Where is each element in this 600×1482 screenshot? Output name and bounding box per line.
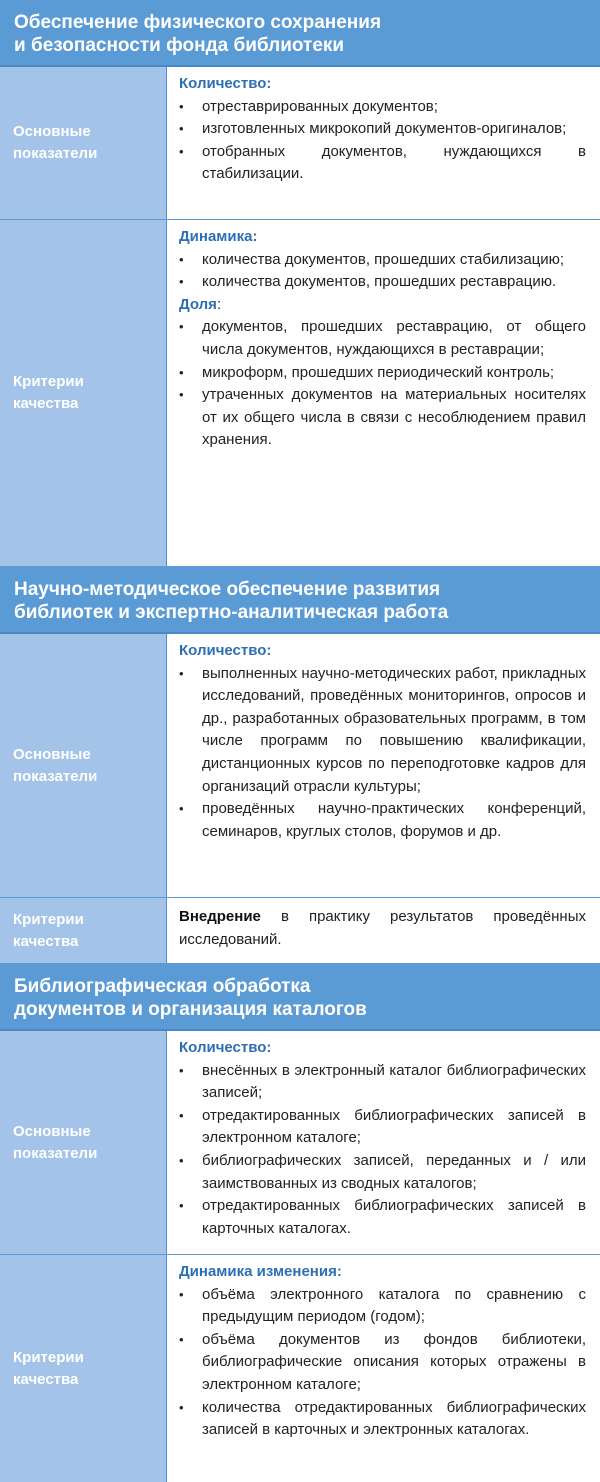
- group-heading-wrapper: [179, 294, 586, 317]
- group-heading: Динамика изменения:: [179, 1263, 342, 1280]
- group-heading: Доля: [179, 295, 217, 313]
- row-label: [0, 220, 167, 566]
- row-label: [0, 634, 167, 897]
- bullet-list: [179, 663, 586, 844]
- row-content: [167, 220, 600, 566]
- row-content: [167, 1031, 600, 1254]
- group-heading: Количество:: [179, 75, 272, 92]
- section-header: [0, 964, 600, 1031]
- group-heading-suffix: :: [216, 295, 222, 313]
- bullet-list: [179, 1060, 586, 1241]
- row-label-line: Основные: [13, 745, 91, 763]
- table-row: [0, 67, 600, 220]
- list-item: • отобранных документов, нуждающихся в стабилизации.: [179, 141, 586, 186]
- row-label-line: показатели: [13, 1144, 98, 1162]
- row-content: [167, 1255, 600, 1482]
- bullet-list: [179, 249, 586, 294]
- list-item: • количества документов, прошедших реставрацию.: [179, 271, 586, 294]
- section-header: [0, 0, 600, 67]
- row-label-line: показатели: [13, 145, 98, 162]
- section-header: [0, 567, 600, 634]
- row-label: [0, 67, 167, 219]
- row-label-line: Критерии: [13, 1348, 84, 1366]
- row-content: [167, 634, 600, 897]
- list-item: • библиографических записей, переданных и / или заимствованных из сводных каталогов;: [179, 1150, 586, 1195]
- section-title-line: библиотек и экспертно-аналитическая работа: [14, 602, 449, 623]
- row-label-line: качества: [13, 932, 79, 950]
- list-item: • утраченных документов на материальных носителях от их общего числа в связи с несоблюдением правил хранения.: [179, 384, 586, 452]
- list-item: • микроформ, прошедших периодический контроль;: [179, 362, 586, 385]
- list-item: • проведённых научно-практических конференций, семинаров, круглых столов, форумов и др.: [179, 798, 586, 843]
- list-item: • объёма документов из фондов библиотеки, библиографические описания которых отражены в электронном каталоге;: [179, 1329, 586, 1397]
- section-title-line: Научно-методическое обеспечение развития: [14, 579, 441, 600]
- emphasis-text: Внедрение: [179, 908, 261, 925]
- body-text: в практику результатов проведённых исследований.: [179, 908, 586, 948]
- section-title-line: документов и организация каталогов: [14, 999, 367, 1020]
- table-row: [0, 1255, 600, 1482]
- row-label-line: показатели: [13, 767, 98, 785]
- table-row: [0, 1031, 600, 1255]
- bullet-list: [179, 1284, 586, 1442]
- group-heading: Количество:: [179, 642, 272, 659]
- bullet-list: [179, 96, 586, 186]
- row-label-line: качества: [13, 1370, 79, 1388]
- list-item: • изготовленных микрокопий документов-оригиналов;: [179, 118, 586, 141]
- group-heading: Количество:: [179, 1039, 272, 1056]
- section-title-line: Обеспечение физического сохранения: [14, 12, 382, 33]
- list-item: • отреставрированных документов;: [179, 96, 586, 119]
- list-item: • документов, прошедших реставрацию, от общего числа документов, нуждающихся в реставрации;: [179, 316, 586, 361]
- group-heading: Динамика:: [179, 228, 258, 245]
- section-title-line: Библиографическая обработка: [14, 976, 311, 997]
- list-item: • отредактированных библиографических записей в карточных каталогах.: [179, 1195, 586, 1240]
- table-row: [0, 898, 600, 964]
- row-label-line: качества: [13, 395, 79, 412]
- list-item: • объёма электронного каталога по сравнению с предыдущим периодом (годом);: [179, 1284, 586, 1329]
- row-label: [0, 1031, 167, 1254]
- row-label-line: Основные: [13, 1122, 91, 1140]
- list-item: • количества документов, прошедших стабилизацию;: [179, 249, 586, 272]
- row-label-line: Критерии: [13, 373, 84, 390]
- list-item: • выполненных научно-методических работ, прикладных исследований, проведённых мониторингов, опросов и др., разработанных образовательных программ, в том числе программ по повышению квалификации, дистанционных курсов по переподготовке кадров для организаций отрасли культуры;: [179, 663, 586, 799]
- row-label-line: Критерии: [13, 910, 84, 928]
- table-row: [0, 634, 600, 898]
- row-content: [167, 898, 600, 963]
- row-label: [0, 1255, 167, 1482]
- row-label: [0, 898, 167, 963]
- row-content: [167, 67, 600, 219]
- row-label-line: Основные: [13, 123, 91, 140]
- list-item: • количества отредактированных библиографических записей в карточных и электронных каталогах.: [179, 1397, 586, 1442]
- bullet-list: [179, 316, 586, 452]
- list-item: • отредактированных библиографических записей в электронном каталоге;: [179, 1105, 586, 1150]
- list-item: • внесённых в электронный каталог библиографических записей;: [179, 1060, 586, 1105]
- table-row: [0, 220, 600, 567]
- section-title-line: и безопасности фонда библиотеки: [14, 35, 345, 56]
